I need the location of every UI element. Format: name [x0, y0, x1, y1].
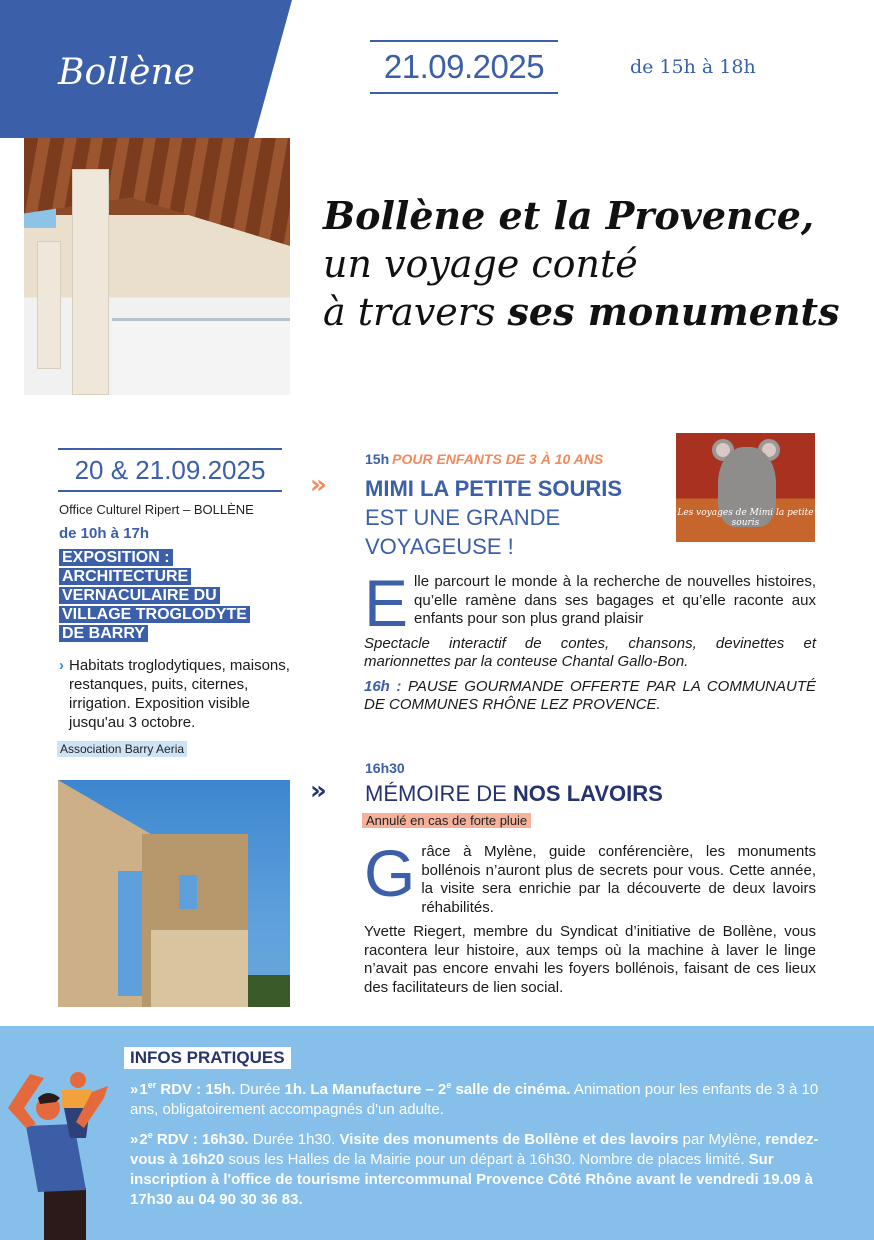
illustration-child-head: [70, 1072, 86, 1088]
town-name: Bollène: [58, 52, 195, 93]
rdv1-dur-pre: Durée: [235, 1081, 285, 1098]
exposition-venue: Office Culturel Ripert – BOLLÈNE: [59, 502, 254, 517]
father-child-illustration: [4, 1068, 124, 1240]
rdv2-by: par Mylène,: [678, 1131, 762, 1148]
rdv2-signup: Sur inscription à l'office de tourisme intercommunal Provence Côté Rhône avant le vendredi 19.09 à 17h30 au 04 90 30 36 83.: [130, 1151, 813, 1208]
chevron-right-icon: ›: [59, 657, 64, 674]
event2-para-1-text: râce à Mylène, guide conférencière, les monuments bollénois n’auront plus de secrets pour vous. Cette année, la visite sera enrichie par la découverte de deux lavoirs réhabilités.: [421, 843, 816, 916]
event1-title-rest: EST UNE GRANDE VOYAGEUSE !: [365, 505, 561, 559]
double-arrow-icon: »: [130, 1081, 136, 1098]
rdv2-sup: e: [147, 1130, 153, 1140]
event1-para-3-time: 16h :: [364, 677, 402, 695]
cancellation-note: Annulé en cas de forte pluie: [362, 813, 531, 828]
event2-title-bold: NOS LAVOIRS: [512, 781, 663, 806]
exposition-description: [59, 656, 299, 732]
association-label: Association Barry Aeria: [57, 741, 187, 757]
rdv-1: [130, 1075, 820, 1120]
infos-body: [130, 1075, 820, 1215]
photo-pillar: [72, 169, 109, 395]
dropcap: G: [364, 836, 416, 910]
title-line-3-bold: ses monuments: [507, 289, 840, 334]
barry-ruins-photo: [58, 780, 290, 1007]
photo-rock: [151, 930, 248, 1007]
rdv2-dur: Durée 1h30.: [248, 1131, 336, 1148]
rdv2-rest: sous les Halles de la Mairie pour un départ à 16h30. Nombre de places limité.: [224, 1151, 745, 1168]
illustration-legs: [44, 1188, 86, 1240]
rdv2-label: RDV : 16h30.: [152, 1131, 249, 1148]
event2-time: 16h30: [365, 760, 405, 776]
rdv1-rest: Animation pour les enfants de 3 à 10 ans, obligatoirement accompagnés d'un adulte.: [130, 1081, 819, 1118]
double-arrow-icon: »: [310, 470, 319, 500]
event1-para-1-text: lle parcourt le monde à la recherche de nouvelles histoires, qu’elle ramène dans ses bagages et qu’elle raconte aux enfants pour son plus grand plaisir: [414, 573, 816, 627]
event2-title-light: MÉMOIRE DE: [365, 781, 513, 806]
title-line-3: [323, 288, 840, 336]
rdv1-dur: 1h. La Manufacture – 2: [284, 1081, 447, 1098]
rdv1-dur-sup: e: [446, 1080, 452, 1090]
exposition-title: [59, 548, 269, 643]
title-line-3-light: à travers: [323, 290, 508, 334]
mimi-photo-caption: Les voyages de Mimi la petite souris: [677, 508, 814, 528]
infos-heading: INFOS PRATIQUES: [124, 1047, 291, 1069]
exposition-title-text: EXPOSITION : ARCHITECTURE VERNACULAIRE DU VILLAGE TROGLODYTE DE BARRY: [59, 549, 250, 642]
event-hours: de 15h à 18h: [630, 56, 756, 78]
exposition-hours: de 10h à 17h: [59, 525, 150, 542]
event1-description: [364, 566, 816, 721]
title-line-1: Bollène et la Provence,: [323, 193, 815, 238]
event1-para-3: [364, 678, 816, 715]
event1-time-text: 15h: [365, 451, 390, 467]
double-arrow-icon: »: [310, 776, 319, 806]
mimi-photo: [676, 433, 815, 542]
event1-audience: POUR ENFANTS DE 3 À 10 ANS: [392, 451, 604, 467]
rdv-2: [130, 1125, 820, 1210]
event1-title: [365, 474, 622, 561]
rdv2-visit: Visite des monuments de Bollène et des lavoirs: [335, 1131, 679, 1148]
exposition-description-text: Habitats troglodytiques, maisons, restanques, puits, citernes, irrigation. Exposition visible jusqu'au 3 octobre.: [69, 657, 290, 731]
rdv2-num: 2: [139, 1131, 148, 1148]
event1-para-1: [364, 566, 816, 640]
photo-opening: [118, 871, 144, 996]
photo-basin: [112, 318, 290, 395]
photo-roof: [24, 138, 290, 246]
event-date: 21.09.2025: [370, 40, 558, 94]
event1-time: [365, 451, 603, 467]
lavoir-photo: [24, 138, 290, 395]
page-title: [323, 192, 840, 336]
photo-window: [179, 875, 198, 909]
photo-trees: [248, 975, 290, 1007]
exposition-dates: 20 & 21.09.2025: [58, 448, 282, 492]
event2-description: [364, 836, 816, 1003]
event1-title-bold: MIMI LA PETITE SOURIS: [365, 476, 623, 501]
event2-para-2: Yvette Riegert, membre du Syndicat d’initiative de Bollène, vous racontera leur histoire, aux temps où la machine à laver le linge n’avait pas encore envahi les foyers bollénois, faisant de ces lieux des facilitateurs de lien social.: [364, 923, 816, 996]
event2-title: [365, 781, 663, 807]
photo-pillar: [37, 241, 61, 370]
double-arrow-icon: »: [130, 1131, 136, 1148]
title-line-2: un voyage conté: [323, 242, 638, 286]
event1-para-3-text: PAUSE GOURMANDE OFFERTE PAR LA COMMUNAUTÉ DE COMMUNES RHÔNE LEZ PROVENCE.: [364, 677, 816, 713]
dropcap: E: [364, 566, 409, 640]
event2-para-1: [364, 836, 816, 917]
rdv2-meet: rendez-vous à 16h20: [130, 1131, 819, 1168]
event1-para-2: Spectacle interactif de contes, chansons, devinettes et marionnettes par la conteuse Chantal Gallo-Bon.: [364, 634, 816, 670]
rdv1-sup: er: [147, 1080, 157, 1090]
rdv1-label: RDV : 15h.: [156, 1081, 236, 1098]
rdv1-place: salle de cinéma.: [451, 1081, 571, 1098]
rdv1-num: 1: [139, 1081, 148, 1098]
infos-pratiques-panel: [0, 1026, 874, 1240]
